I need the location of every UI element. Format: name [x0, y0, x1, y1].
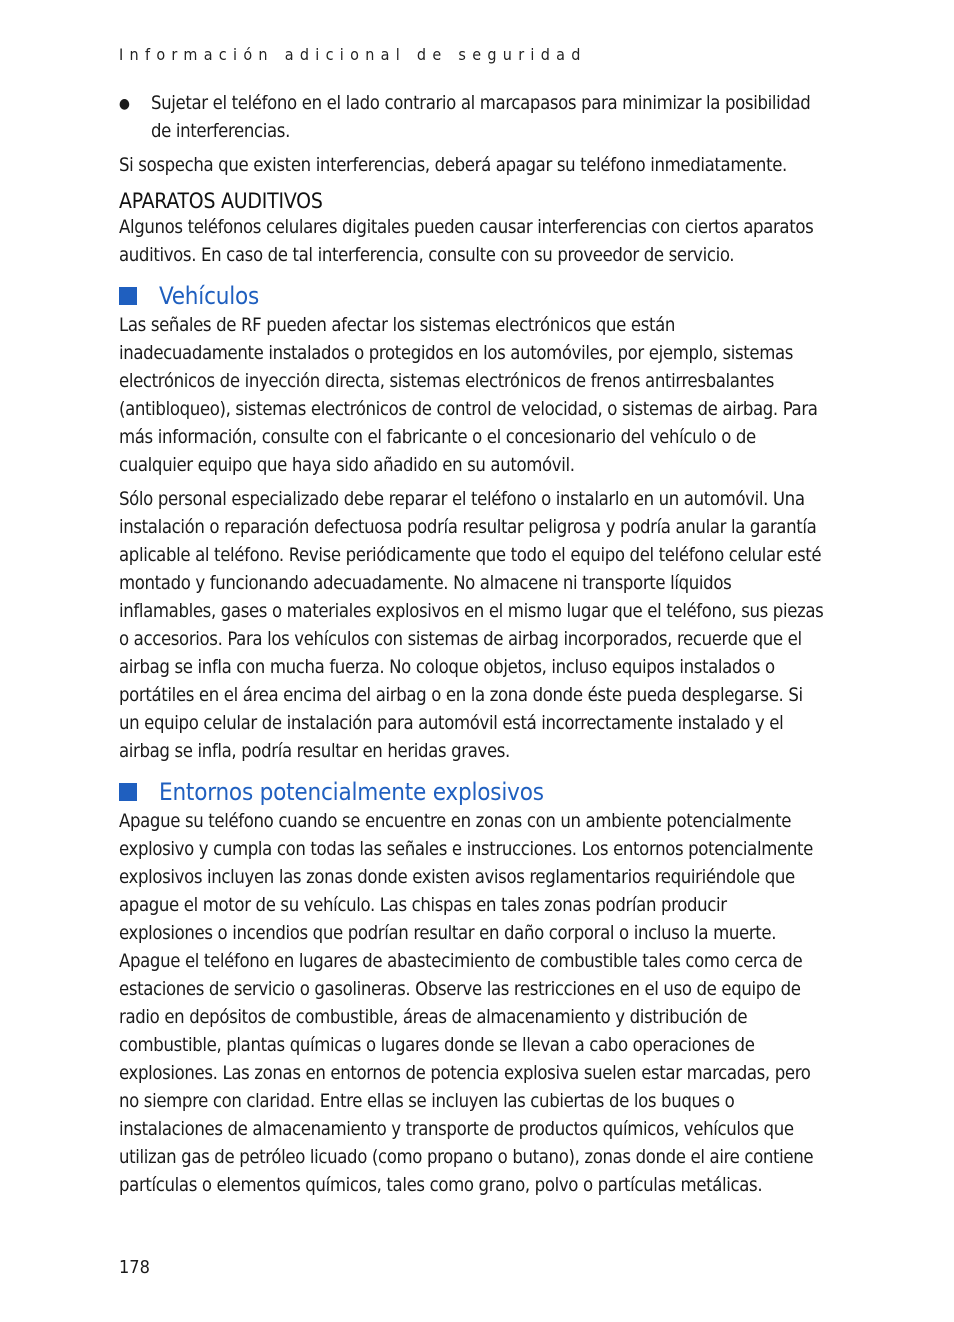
explosive-heading-text: Entornos potencialmente explosivos [159, 778, 544, 806]
hearing-aids-paragraph: Algunos teléfonos celulares digitales pueden causar interferencias con ciertos aparatos auditivos. En caso de tal interferencia, consulte con su proveedor de servicio. [119, 217, 814, 266]
page-content [119, 90, 824, 1206]
section-square-icon [119, 783, 137, 801]
vehicles-heading [119, 280, 824, 312]
vehicles-paragraph-1: Las señales de RF pueden afectar los sistemas electrónicos que están inadecuadamente instalados o protegidos en los automóviles, por ejemplo, sistemas electrónicos de inyección directa, sistemas electrónicos de frenos antirresbalantes (antibloqueo), sistemas electrónicos de control de velocidad, o sistemas de airbag. Para más información, consulte con el fabricante o el concesionario del vehículo o de cualquier equipo que haya sido añadido en su automóvil. [119, 315, 818, 476]
section-square-icon [119, 287, 137, 305]
vehicles-paragraph-2: Sólo personal especializado debe reparar el teléfono o instalarlo en un automóvil. Una instalación o reparación defectuosa podría resultar peligrosa y podría anular la garantía aplicable al teléfono. Revise periódicamente que todo el equipo del teléfono celular esté montado y funcionando adecuadamente. No almacene ni transporte líquidos inflamables, gases o materiales explosivos en el mismo lugar que el teléfono, sus piezas o accesorios. Para los vehículos con sistemas de airbag incorporados, recuerde que el airbag se infla con mucha fuerza. No coloque objetos, incluso equipos instalados o portátiles en el área encima del airbag o en la zona donde éste pueda desplegarse. Si un equipo celular de instalación para automóvil está incorrectamente instalado y el airbag se infla, podría resultar en heridas graves. [119, 489, 824, 762]
bullet-text: Sujetar el teléfono en el lado contrario al marcapasos para minimizar la posibilidad de interferencias. [151, 93, 811, 142]
running-header: Información adicional de seguridad [119, 45, 587, 64]
vehicles-heading-text: Vehículos [159, 282, 260, 310]
bullet-icon: ● [119, 96, 130, 112]
explosive-heading [119, 776, 824, 808]
interference-paragraph: Si sospecha que existen interferencias, deberá apagar su teléfono inmediatamente. [119, 155, 787, 176]
list-item [119, 90, 824, 146]
explosive-paragraph-1: Apague su teléfono cuando se encuentre en zonas con un ambiente potencialmente explosivo y cumpla con todas las señales e instrucciones. Los entornos potencialmente explosivos incluyen las zonas donde existen avisos reglamentarios requiriéndole que apague el motor de su vehículo. Las chispas en tales zonas podrían producir explosiones o incendios que podrían resultar en daño corporal o incluso la muerte. Apague el teléfono en lugares de abastecimiento de combustible tales como cerca de estaciones de servicio o gasolineras. Observe las restricciones en el uso de equipo de radio en depósitos de combustible, áreas de almacenamiento y distribución de combustible, plantas químicas o lugares donde se llevan a cabo operaciones de explosiones. Las zonas en entornos de potencia explosiva suelen estar marcadas, pero no siempre con claridad. Entre ellas se incluyen las cubiertas de los buques o instalaciones de almacenamiento y transporte de productos químicos, vehículos que utilizan gas de petróleo licuado (como propano o butano), zonas donde el aire contiene partículas o elementos químicos, tales como grano, polvo o partículas metálicas. [119, 811, 814, 1196]
page-number: 178 [119, 1257, 150, 1278]
hearing-aids-heading: APARATOS AUDITIVOS [119, 189, 323, 213]
